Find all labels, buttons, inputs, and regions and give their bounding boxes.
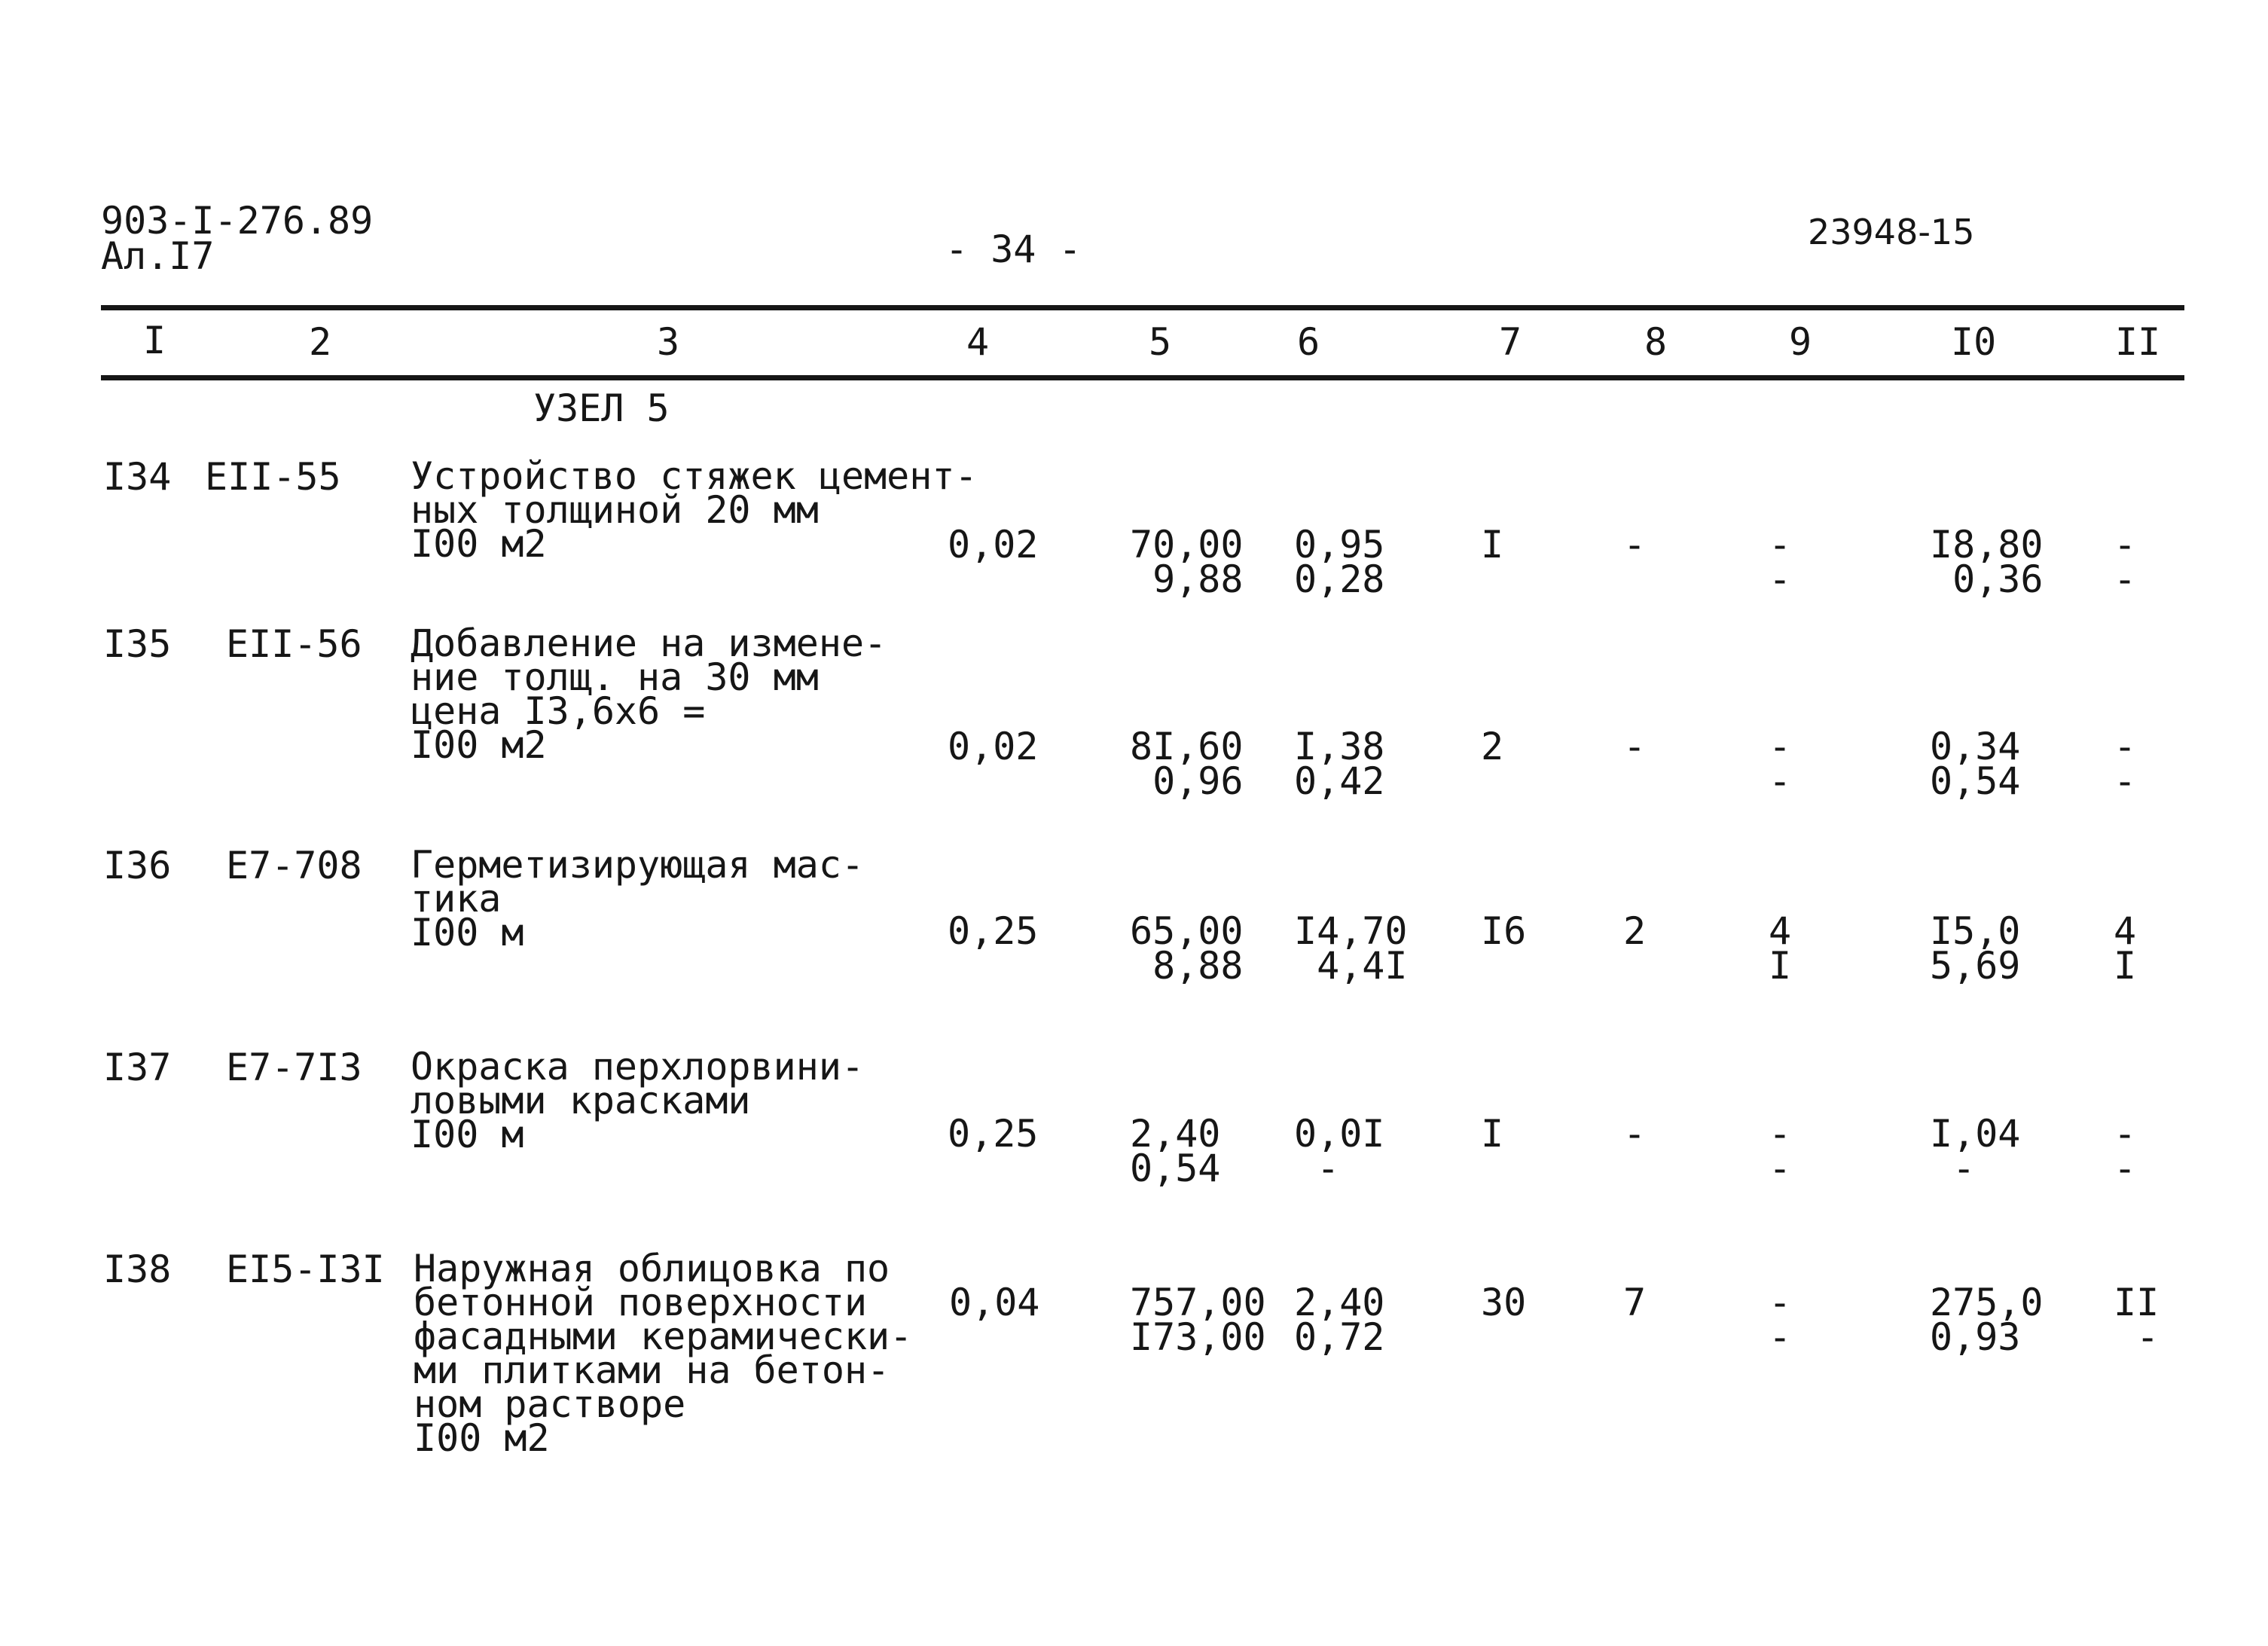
rate-code: EII-55	[205, 455, 341, 499]
rate-code: E7-708	[226, 844, 362, 887]
col9-value: - -	[1769, 1281, 1792, 1359]
work-description: Наружная облицовка по бетонной поверхности фасадными керамически- ми плитками на бетон- ном растворе I00 м2	[414, 1247, 913, 1460]
col8-value: -	[1623, 725, 1647, 768]
row-number: I35	[103, 622, 172, 666]
work-description: Окраска перхлорвини- ловыми красками I00 м	[411, 1045, 865, 1156]
rate-code: E7-7I3	[226, 1046, 362, 1089]
col9-value: - -	[1769, 523, 1792, 601]
archive-number: 23948-15	[1808, 212, 1975, 252]
work-description: Устройство стяжек цемент- ных толщиной 20 мм I00 м2	[411, 454, 978, 566]
cost-total: 8I,60 0,96	[1130, 725, 1244, 803]
rate-code: EII-56	[226, 622, 362, 666]
sheet-label: Ал.I7	[101, 234, 215, 278]
rate-code: EI5-I3I	[226, 1247, 385, 1291]
col10-value: 275,0 0,93	[1930, 1281, 2044, 1359]
col-header-9: 9	[1789, 320, 1812, 364]
cost-machines: 0,95 0,28	[1294, 523, 1385, 601]
col9-value: 4 I	[1769, 909, 1792, 988]
col-header-7: 7	[1499, 320, 1522, 364]
quantity: 0,25	[948, 909, 1039, 953]
col11-value: - -	[2114, 1112, 2137, 1190]
col11-value: 4 I	[2114, 909, 2137, 988]
row-number: I34	[103, 455, 172, 499]
table-header-rule	[101, 375, 2184, 380]
col10-value: 0,34 0,54	[1930, 725, 2021, 803]
col7-value: 30	[1481, 1281, 1527, 1324]
table-top-rule	[101, 305, 2184, 310]
col8-value: -	[1623, 1112, 1647, 1156]
cost-total: 2,40 0,54	[1130, 1112, 1221, 1190]
col8-value: -	[1623, 523, 1647, 566]
col-header-6: 6	[1297, 320, 1320, 364]
cost-machines: 2,40 0,72	[1294, 1281, 1385, 1359]
col-header-4: 4	[966, 320, 990, 364]
page-number: - 34 -	[945, 228, 1082, 271]
work-description: Герметизирующая мас- тика I00 м	[411, 843, 865, 954]
col10-value: I5,0 5,69	[1930, 909, 2021, 988]
col7-value: I	[1481, 1112, 1504, 1156]
col7-value: I6	[1481, 909, 1527, 953]
section-title: УЗЕЛ 5	[533, 386, 670, 430]
cost-machines: 0,0I -	[1294, 1112, 1385, 1190]
col10-value: I8,80 0,36	[1930, 523, 2044, 601]
row-number: I37	[103, 1046, 172, 1089]
col-header-10: I0	[1951, 320, 1997, 364]
cost-machines: I,38 0,42	[1294, 725, 1385, 803]
cost-total: 757,00 I73,00	[1130, 1281, 1266, 1359]
col-header-8: 8	[1644, 320, 1668, 364]
cost-total: 65,00 8,88	[1130, 909, 1244, 988]
quantity: 0,02	[948, 725, 1039, 768]
col7-value: 2	[1481, 725, 1504, 768]
col11-value: - -	[2114, 523, 2137, 601]
quantity: 0,04	[949, 1281, 1040, 1324]
row-number: I38	[103, 1247, 172, 1291]
col9-value: - -	[1769, 1112, 1792, 1190]
document-code: 903-I-276.89	[101, 199, 374, 243]
col-header-5: 5	[1149, 320, 1172, 364]
col8-value: 7	[1623, 1281, 1647, 1324]
col11-value: II -	[2114, 1281, 2160, 1359]
col9-value: - -	[1769, 725, 1792, 803]
col-header-1: I	[143, 319, 166, 362]
cost-total: 70,00 9,88	[1130, 523, 1244, 601]
row-number: I36	[103, 844, 172, 887]
cost-machines: I4,70 4,4I	[1294, 909, 1408, 988]
col-header-2: 2	[309, 320, 332, 364]
col7-value: I	[1481, 523, 1504, 566]
col11-value: - -	[2114, 725, 2137, 803]
col-header-3: 3	[657, 320, 680, 364]
quantity: 0,02	[948, 523, 1039, 566]
work-description: Добавление на измене- ние толщ. на 30 мм цена I3,6x6 = I00 м2	[411, 621, 887, 767]
col-header-11: II	[2115, 320, 2161, 364]
col10-value: I,04 -	[1930, 1112, 2021, 1190]
quantity: 0,25	[948, 1112, 1039, 1156]
col8-value: 2	[1623, 909, 1647, 953]
